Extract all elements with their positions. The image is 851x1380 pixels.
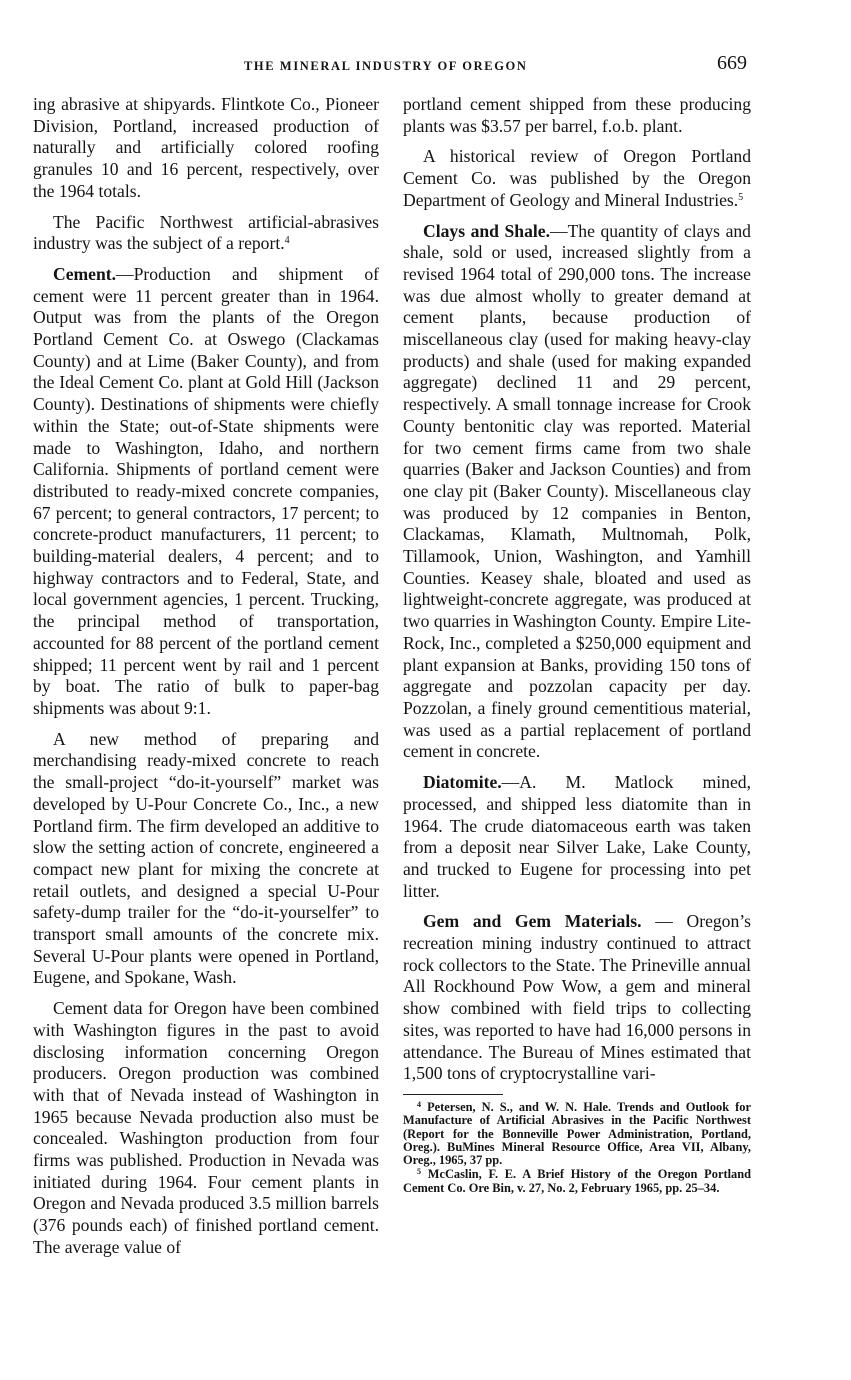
section-heading-clays-shale: Clays and Shale. <box>423 220 550 241</box>
paragraph-gem-materials <box>403 911 751 1085</box>
page-header <box>0 52 851 84</box>
paragraph-cement <box>33 264 379 720</box>
paragraph-abrasives-continued: ing abrasive at shipyards. Flintkote Co., Pioneer Division, Portland, increased production of naturally and artificially colored roofing granules 10 and 16 percent, respectively, over the 1964 totals. <box>33 94 379 201</box>
paragraph-abrasives-report <box>33 212 379 255</box>
footnote-mark: 5 <box>417 1167 421 1177</box>
paragraph-text: A historical review of Oregon Portland Cement Co. was published by the Oregon Department of Geology and Mineral Industries. <box>403 146 751 210</box>
footnote-ref-5: 5 <box>738 191 744 203</box>
footnote-ref-4: 4 <box>284 235 290 247</box>
paragraph-text: — Oregon’s recreation mining industry continued to attract rock collectors to the State. The Prineville annual All Rockhound Pow Wow, a gem and mineral show combined with field trips to collecting sites, was reported to have had 16,000 persons in attendance. The Bureau of Mines estimated that 1,500 tons of cryptocrystalline vari- <box>403 911 752 1084</box>
paragraph-text: The Pacific Northwest artificial-abrasives industry was the subject of a report. <box>33 211 379 254</box>
footnote-5 <box>403 1168 751 1195</box>
paragraph-historical-review <box>403 146 751 211</box>
footnote-text: Petersen, N. S., and W. N. Hale. Trends and Outlook for Manufacture of Artificial Abrasives in the Pacific Northwest (Report for the Bonneville Power Administration, Portland, Oreg.). BuMines Mineral Resource Office, Area VII, Albany, Oreg., 1965, 37 pp. <box>403 1099 751 1168</box>
footnote-divider <box>403 1094 503 1095</box>
section-heading-gem-materials: Gem and Gem Materials. <box>423 911 642 932</box>
paragraph-diatomite <box>403 772 751 902</box>
running-title: THE MINERAL INDUSTRY OF OREGON <box>244 59 528 73</box>
section-heading-diatomite: Diatomite. <box>423 772 502 793</box>
paragraph-text: —The quantity of clays and shale, sold or used, increased slightly from a revised 1964 total of 290,000 tons. The increase was due almost wholly to greater demand at cement plants, because production of miscellaneous clay (used for making heavy-clay products) and shale (used for making expanded aggregate) declined 11 and 29 percent, respectively. A small tonnage increase for Crook County bentonitic clay was reported. Material for two cement firms came from two shale quarries (Baker and Jackson Counties) and from one clay pit (Baker County). Miscellaneous clay was produced by 12 companies in Benton, Clackamas, Klamath, Multnomah, Polk, Tillamook, Union, Washington, and Yamhill Counties. Keasey shale, bloated and used as lightweight-concrete aggregate, was produced at two quarries in Washington County. Empire Lite-Rock, Inc., completed a $250,000 equipment and plant expansion at Banks, providing 150 tons of aggregate and pozzolan capacity per day. Pozzolan, a finely ground cementitious material, was used as a partial replacement of portland cement in concrete. <box>403 220 751 762</box>
left-column <box>33 94 379 1268</box>
paragraph-clays-shale <box>403 221 751 764</box>
paragraph-cement-data: Cement data for Oregon have been combined with Washington figures in the past to avoid disclosing information concerning Oregon producers. Oregon production was combined with that of Nevada instead of Washington in 1965 because Nevada production also must be concealed. Washington production from four firms was published. Production in Nevada was initiated during 1964. Four cement plants in Oregon and Nevada produced 3.5 million barrels (376 pounds each) of finished portland cement. The average value of <box>33 998 379 1257</box>
section-heading-cement: Cement. <box>53 263 117 284</box>
right-column <box>403 94 751 1196</box>
footnote-text: McCaslin, F. E. A Brief History of the Oregon Portland Cement Co. Ore Bin, v. 27, No. 2, February 1965, pp. 25–34. <box>403 1167 751 1195</box>
page-number: 669 <box>717 52 747 74</box>
footnote-mark: 4 <box>417 1099 421 1109</box>
paragraph-text: —A. M. Matlock mined, processed, and shipped less diatomite than in 1964. The crude diatomaceous earth was taken from a deposit near Silver Lake, Lake County, and trucked to Eugene for processing into pet litter. <box>403 772 751 901</box>
paragraph-text: —Production and shipment of cement were 11 percent greater than in 1964. Output was from the plants of the Oregon Portland Cement Co. at Oswego (Clackamas County) and at Lime (Baker County), and from the Ideal Cement Co. plant at Gold Hill (Jackson County). Destinations of shipments were chiefly within the State; out-of-State shipments were made to Washington, Idaho, and northern California. Shipments of portland cement were distributed to ready-mixed concrete companies, 67 percent; to general contractors, 17 percent; to concrete-product manufacturers, 11 percent; to building-material dealers, 4 percent; and to highway contractors and to Federal, State, and local government agencies, 1 percent. Trucking, the principal method of transportation, accounted for 88 percent of the portland cement shipped; 11 percent went by rail and 1 percent by boat. The ratio of bulk to paper-bag shipments was about 9:1. <box>33 263 379 718</box>
footnotes <box>403 1101 751 1195</box>
paragraph-cement-value-continued: portland cement shipped from these producing plants was $3.57 per barrel, f.o.b. plant. <box>403 94 751 136</box>
paragraph-u-pour: A new method of preparing and merchandising ready-mixed concrete to reach the small-project “do-it-yourself” market was developed by U-Pour Concrete Co., Inc., a new Portland firm. The firm developed an additive to slow the setting action of concrete, engineered a compact new plant for mixing the concrete at retail outlets, and designed a special U-Pour safety-dump trailer for the “do-it-yourselfer” to transport small amounts of the concrete mix. Several U-Pour plants were opened in Portland, Eugene, and Spokane, Wash. <box>33 728 379 988</box>
footnote-4 <box>403 1101 751 1167</box>
